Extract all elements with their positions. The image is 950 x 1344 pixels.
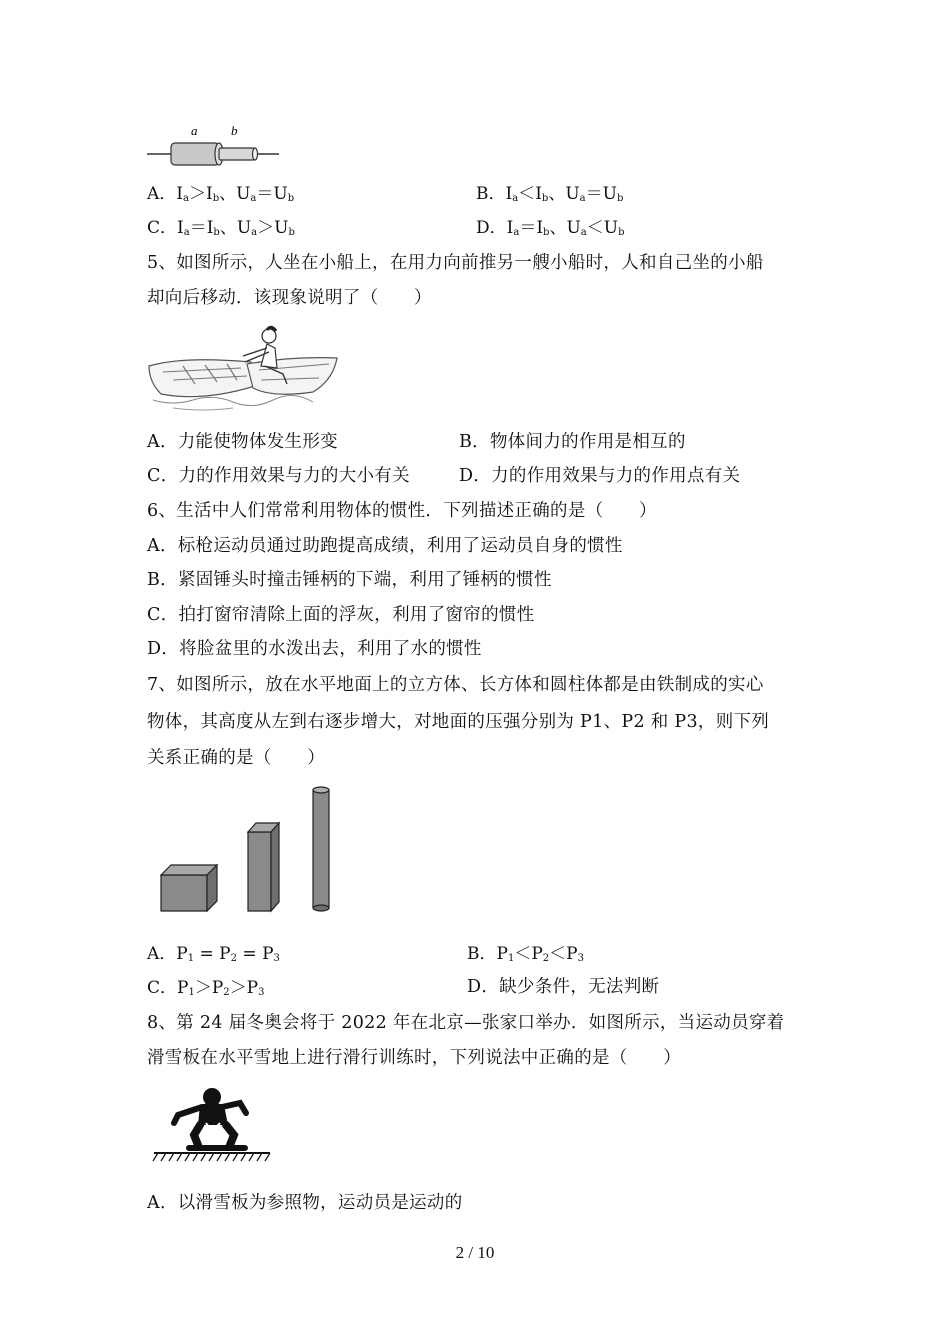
q8-stem-line2: 滑雪板在水平雪地上进行滑行训练时，下列说法中正确的是（ ） bbox=[147, 1048, 681, 1068]
q8-stem-line1: 8、第 24 届冬奥会将于 2022 年在北京—张家口举办．如图所示，当运动员穿着 bbox=[147, 1013, 785, 1033]
q6-option-b[interactable]: B．紧固锤头时撞击锤柄的下端，利用了锤柄的惯性 bbox=[147, 570, 552, 590]
q7-option-c[interactable]: C．$P_1>P_2>P_3$ bbox=[147, 978, 265, 998]
q5-option-a[interactable]: A．力能使物体发生形变 bbox=[147, 432, 338, 452]
conductor-figure bbox=[145, 120, 285, 170]
q7-option-a[interactable]: A．$P_1 = P_2 = P_3$ bbox=[147, 944, 280, 964]
q5-option-d[interactable]: D．力的作用效果与力的作用点有关 bbox=[459, 466, 741, 486]
boat-figure bbox=[143, 322, 343, 414]
q6-option-c[interactable]: C．拍打窗帘清除上面的浮灰，利用了窗帘的惯性 bbox=[147, 605, 535, 625]
skier-figure bbox=[150, 1083, 275, 1165]
solids-figure bbox=[155, 780, 345, 920]
q7-stem-line1: 7、如图所示，放在水平地面上的立方体、长方体和圆柱体都是由铁制成的实心 bbox=[147, 675, 764, 695]
q4-option-a[interactable]: A．$I_a>I_b$、$U_a=U_b$ bbox=[147, 184, 295, 204]
q4-option-b[interactable]: B．$I_a<I_b$、$U_a=U_b$ bbox=[476, 184, 624, 204]
label-b: b bbox=[231, 123, 238, 138]
q6-option-a[interactable]: A．标枪运动员通过助跑提高成绩，利用了运动员自身的惯性 bbox=[147, 536, 623, 556]
q5-option-b[interactable]: B．物体间力的作用是相互的 bbox=[459, 432, 686, 452]
q4-option-d[interactable]: D．$I_a=I_b$、$U_a<U_b$ bbox=[476, 218, 625, 238]
q7-option-b[interactable]: B．$P_1<P_2<P_3$ bbox=[467, 944, 584, 964]
q6-option-d[interactable]: D．将脸盆里的水泼出去，利用了水的惯性 bbox=[147, 639, 482, 659]
q7-option-d[interactable]: D．缺少条件，无法判断 bbox=[467, 977, 660, 997]
q7-stem-line2: 物体，其高度从左到右逐步增大，对地面的压强分别为 P1、P2 和 P3，则下列 bbox=[147, 712, 770, 732]
q5-stem-line1: 5、如图所示，人坐在小船上，在用力向前推另一艘小船时，人和自己坐的小船 bbox=[147, 253, 764, 273]
q6-stem: 6、生活中人们常常利用物体的惯性．下列描述正确的是（ ） bbox=[147, 501, 657, 521]
q4-option-c[interactable]: C．$I_a=I_b$、$U_a>U_b$ bbox=[147, 218, 295, 238]
q7-stem-line3: 关系正确的是（ ） bbox=[147, 748, 325, 768]
q8-option-a[interactable]: A．以滑雪板为参照物，运动员是运动的 bbox=[147, 1193, 463, 1213]
q5-option-c[interactable]: C．力的作用效果与力的大小有关 bbox=[147, 466, 410, 486]
q5-stem-line2: 却向后移动．该现象说明了（ ） bbox=[147, 288, 432, 308]
label-a: a bbox=[191, 123, 198, 138]
page-number: 2 / 10 bbox=[455, 1243, 495, 1262]
